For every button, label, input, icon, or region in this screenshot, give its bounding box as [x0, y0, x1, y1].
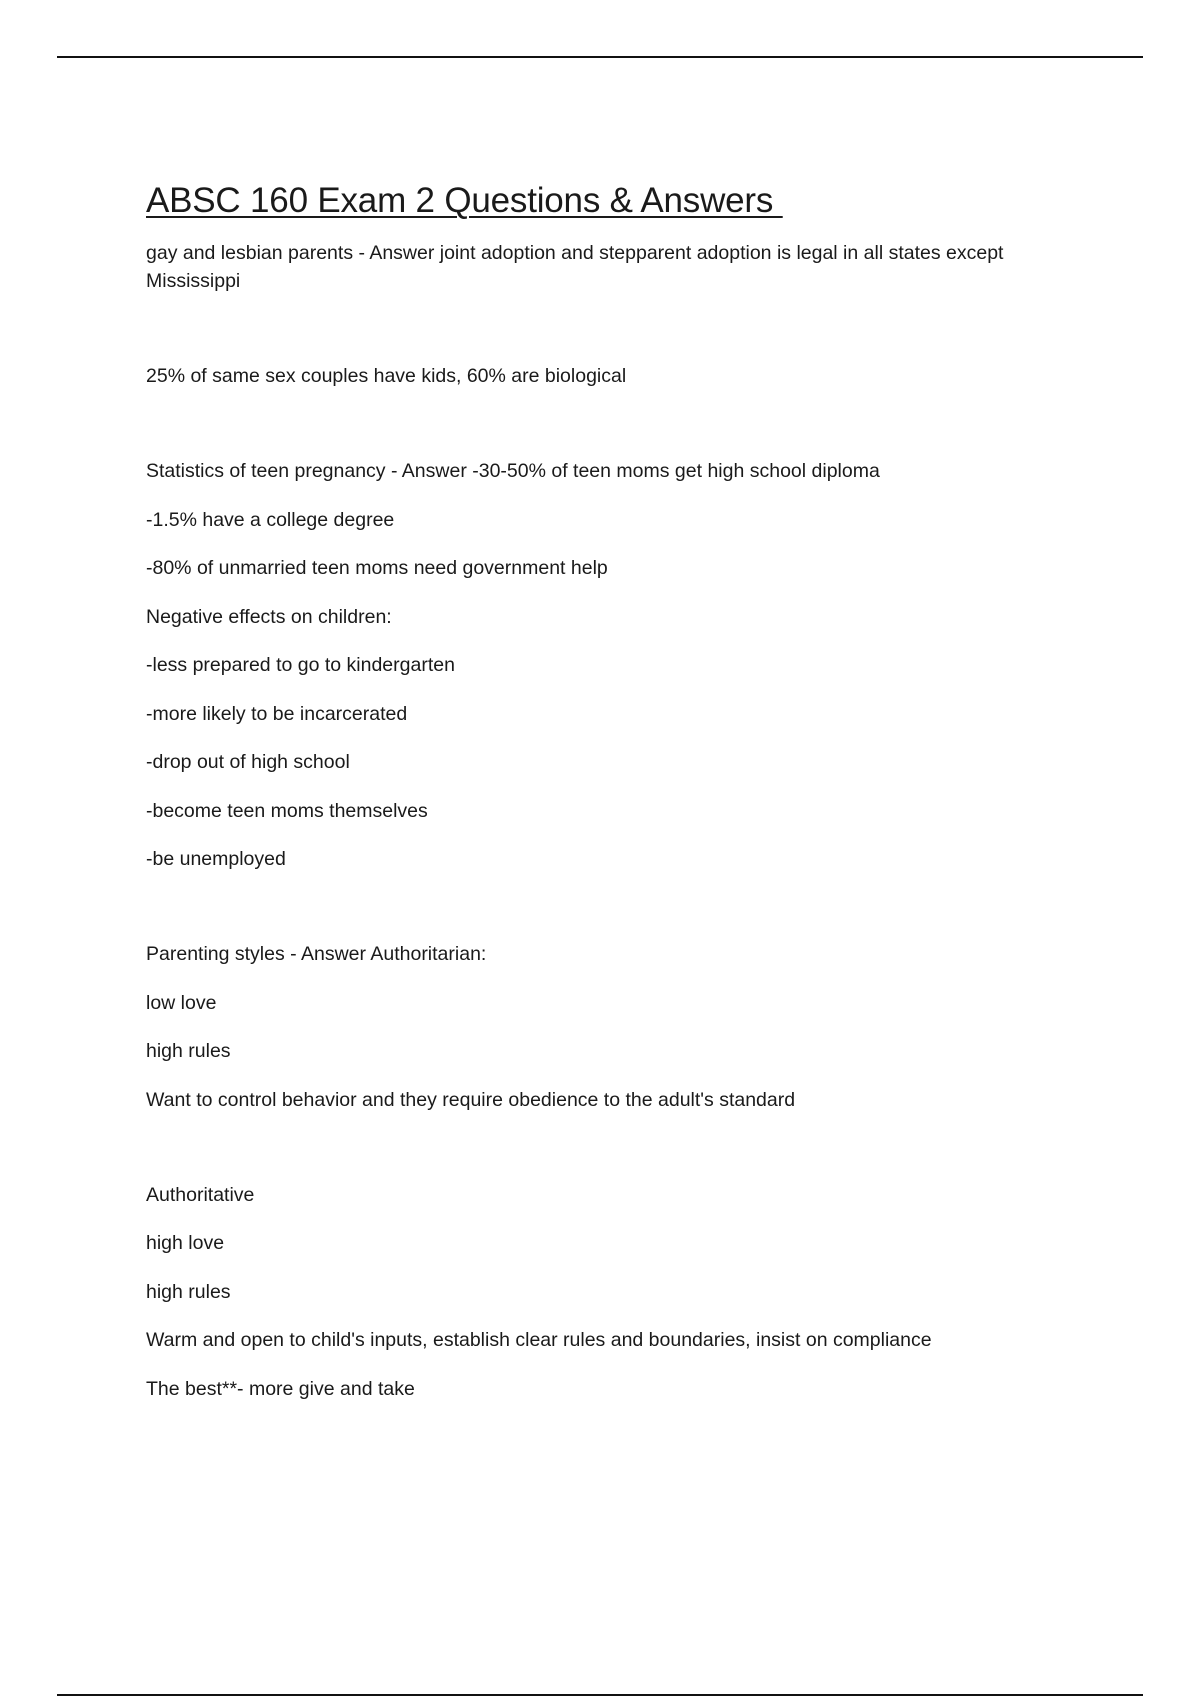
text-line: -become teen moms themselves — [146, 799, 428, 822]
header-rule — [57, 56, 1143, 58]
text-line: Want to control behavior and they require obedience to the adult's standard — [146, 1088, 796, 1111]
text-line: -80% of unmarried teen moms need government help — [146, 557, 608, 579]
text-line: Parenting styles - Answer Authoritarian: — [146, 943, 487, 965]
footer-rule — [57, 1694, 1143, 1696]
text-line: high rules — [146, 1280, 231, 1303]
qa-block-same-sex-stats — [146, 362, 1056, 390]
text-line: low love — [146, 991, 217, 1014]
qa-block-parenting-authoritative — [146, 1181, 1056, 1403]
text-line: -1.5% have a college degree — [146, 508, 395, 531]
text-line: -less prepared to go to kindergarten — [146, 654, 455, 676]
text-line: Negative effects on children: — [146, 605, 392, 628]
text-line: Authoritative — [146, 1183, 255, 1206]
document-body — [146, 178, 1056, 1403]
text-line: The best**- more give and take — [146, 1377, 415, 1400]
document-title: ABSC 160 Exam 2 Questions & Answers — [146, 181, 783, 220]
text-line: -more likely to be incarcerated — [146, 702, 408, 725]
qa-block-same-sex-parents — [146, 239, 1056, 295]
qa-block-parenting-authoritarian — [146, 940, 1056, 1114]
text-line: -be unemployed — [146, 848, 286, 870]
qa-block-teen-pregnancy — [146, 457, 1056, 873]
text-line: -drop out of high school — [146, 751, 350, 773]
text-line: Warm and open to child's inputs, establish clear rules and boundaries, insist on compliance — [146, 1329, 932, 1351]
text-line: gay and lesbian parents - Answer joint adoption and stepparent adoption is legal in all states except Mississippi — [146, 242, 1004, 292]
text-line: 25% of same sex couples have kids, 60% are biological — [146, 365, 627, 387]
text-line: Statistics of teen pregnancy - Answer -30-50% of teen moms get high school diploma — [146, 460, 880, 482]
text-line: high rules — [146, 1040, 231, 1062]
text-line: high love — [146, 1232, 225, 1254]
